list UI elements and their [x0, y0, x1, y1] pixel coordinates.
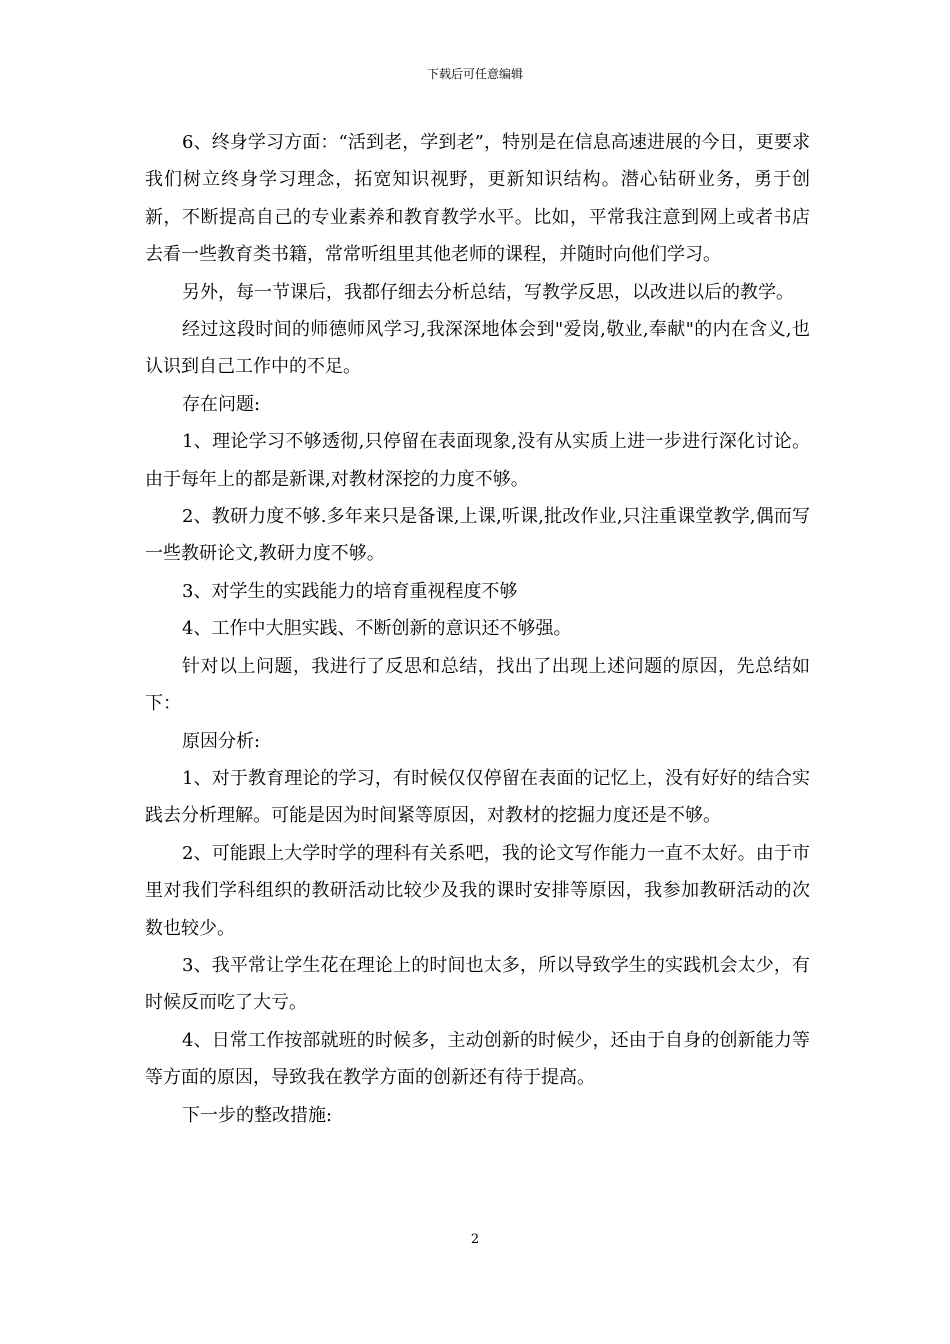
cause-item-4: 4、日常工作按部就班的时候多，主动创新的时候少，还由于自身的创新能力等等方面的原因，导致我在教学方面的创新还有待于提高。	[145, 1029, 810, 1089]
heading-problems: 存在问题:	[182, 393, 261, 415]
document-body	[145, 124, 810, 1134]
cause-item-3: 3、我平常让学生花在理论上的时间也太多，所以导致学生的实践机会太少，有时候反而吃了大亏。	[145, 954, 810, 1014]
problem-item-4: 4、工作中大胆实践、不断创新的意识还不够强。	[182, 618, 572, 640]
paragraph-lifelong-learning: 6、终身学习方面：“活到老，学到老”，特别是在信息高速进展的今日，更要求我们树立终身学习理念，拓宽知识视野，更新知识结构。潜心钻研业务，勇于创新，不断提高自己的专业素养和教育教学水平。比如，平常我注意到网上或者书店去看一些教育类书籍，常常听组里其他老师的课程，并随时向他们学习。	[145, 132, 810, 266]
page-number: 2	[470, 1232, 480, 1247]
problem-item-1: 1、理论学习不够透彻,只停留在表面现象,没有从实质上进一步进行深化讨论。由于每年上的都是新课,对教材深挖的力度不够。	[145, 431, 810, 490]
paragraph-reflection: 另外，每一节课后，我都仔细去分析总结，写教学反思，以改进以后的教学。	[182, 281, 794, 303]
problem-item-2: 2、教研力度不够.多年来只是备课,上课,听课,批改作业,只注重课堂教学,偶而写一些教研论文,教研力度不够。	[145, 506, 810, 565]
cause-item-2: 2、可能跟上大学时学的理科有关系吧，我的论文写作能力一直不太好。由于市里对我们学科组织的教研活动比较少及我的课时安排等原因，我参加教研活动的次数也较少。	[145, 842, 810, 939]
paragraph-ethics-study: 经过这段时间的师德师风学习,我深深地体会到"爱岗,敬业,奉献"的内在含义,也认识到自己工作中的不足。	[145, 319, 810, 378]
page-header: 下载后可任意编辑	[426, 67, 523, 81]
heading-rectification: 下一步的整改措施:	[182, 1104, 333, 1126]
problem-item-3: 3、对学生的实践能力的培育重视程度不够	[182, 580, 518, 602]
paragraph-summary-intro: 针对以上问题，我进行了反思和总结，找出了出现上述问题的原因，先总结如下：	[145, 655, 810, 715]
heading-cause-analysis: 原因分析:	[182, 730, 261, 752]
cause-item-1: 1、对于教育理论的学习，有时候仅仅停留在表面的记忆上，没有好好的结合实践去分析理解。可能是因为时间紧等原因，对教材的挖掘力度还是不够。	[145, 767, 810, 827]
